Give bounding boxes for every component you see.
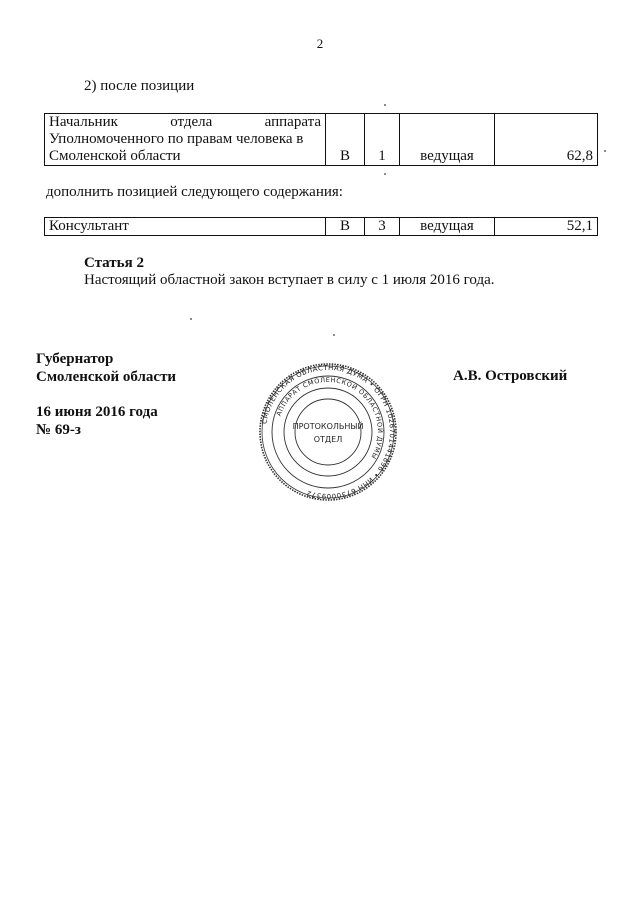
group-cell: В <box>326 114 365 166</box>
official-seal-icon <box>258 362 398 502</box>
count-cell: 3 <box>365 218 400 236</box>
page-number: 2 <box>316 36 324 51</box>
article-title: Статья 2 <box>84 255 144 271</box>
seal-center-line1: ПРОТОКОЛЬНЫЙ <box>292 422 364 431</box>
law-date-number <box>36 403 158 439</box>
position-name-line2: Уполномоченного по правам человека в <box>49 131 304 147</box>
salary-cell: 52,1 <box>495 218 598 236</box>
seal-center-line2: ОТДЕЛ <box>313 435 343 444</box>
scan-speck <box>333 334 335 336</box>
name-word: Начальник <box>49 114 118 130</box>
position-name-line1 <box>49 114 321 131</box>
table-row <box>45 114 598 166</box>
scan-speck <box>384 104 386 106</box>
count-cell: 1 <box>365 114 400 166</box>
scan-speck <box>190 318 192 320</box>
category-cell: ведущая <box>400 218 495 236</box>
scan-speck <box>604 150 606 152</box>
position-table-new <box>44 217 598 236</box>
group-cell: В <box>326 218 365 236</box>
position-name-cell: Консультант <box>45 218 326 236</box>
signatory-title-line2: Смоленской области <box>36 369 177 385</box>
name-word: отдела <box>170 114 213 130</box>
law-number: № 69-з <box>36 422 81 438</box>
signatory-name: А.В. Островский <box>453 368 568 384</box>
table-row <box>45 218 598 236</box>
position-name-line3: Смоленской области <box>49 148 181 164</box>
signatory-title-line1: Губернатор <box>36 351 114 367</box>
signatory-title <box>36 350 176 386</box>
intro-add-position: дополнить позицией следующего содержания: <box>46 184 343 200</box>
intro-after-position: 2) после позиции <box>84 78 195 94</box>
position-name-cell <box>45 114 326 166</box>
scan-speck <box>384 173 386 175</box>
law-date: 16 июня 2016 года <box>36 404 158 420</box>
category-cell: ведущая <box>400 114 495 166</box>
salary-cell: 62,8 <box>495 114 598 166</box>
article-text: Настоящий областной закон вступает в силу с 1 июля 2016 года. <box>84 272 495 288</box>
seal-outer-text: СМОЛЕНСКАЯ ОБЛАСТНАЯ ДУМА • ОГРН 1026701441896 • ИНН 6730009372 <box>260 363 397 501</box>
position-table-existing <box>44 113 598 166</box>
seal-inner-text: АППАРАТ СМОЛЕНСКОЙ ОБЛАСТНОЙ ДУМЫ <box>274 375 385 461</box>
name-word: аппарата <box>264 114 321 130</box>
